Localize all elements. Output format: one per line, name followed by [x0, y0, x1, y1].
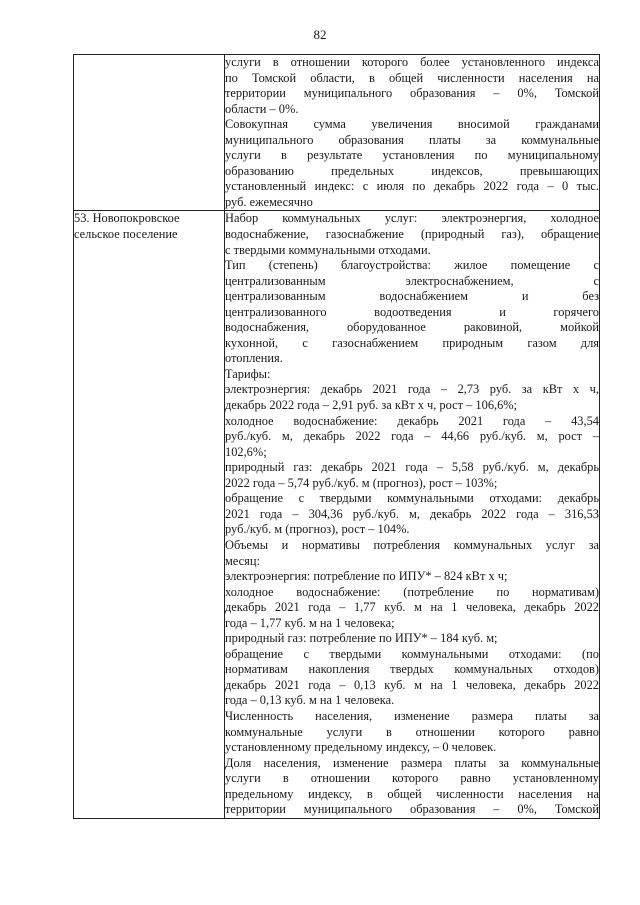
text-line: по Томской области, в общей численности населения на [225, 70, 599, 85]
text-line: холодное водоснабжение: декабрь 2021 года – 43,54 [225, 413, 599, 428]
text-line: территории муниципального образования – 0%, Томской [225, 86, 599, 101]
text-line: Совокупная сумма увеличения вносимой гражданами [225, 117, 599, 132]
text-line: нормативам накопления твердых коммунальных отходов) [225, 662, 599, 677]
text-line: установленный индекс: с июля по декабрь 2022 года – 0 тыс. [225, 179, 599, 194]
text-line: холодное водоснабжение: (потребление по нормативам) [225, 584, 599, 599]
text-line: Объемы и нормативы потребления коммунальных услуг за [225, 537, 599, 552]
text-line: декабрь 2021 года – 0,13 куб. м на 1 человека, декабрь 2022 [225, 677, 599, 692]
text-line: территории муниципального образования – 0%, Томской [225, 802, 599, 817]
municipality-cell [74, 55, 225, 211]
text-line: отопления. [225, 351, 283, 366]
text-line: услуги в отношении которого равно установленному [225, 771, 599, 786]
text-line: централизованным водоснабжением и без [225, 289, 599, 304]
text-line: коммунальные услуги в отношении которого равно [225, 724, 599, 739]
text-line: кухонной, с газоснабжением природным газом для [225, 335, 599, 350]
text-line: с твердыми коммунальными отходами. [225, 242, 431, 257]
text-line: года – 0,13 куб. м на 1 человека. [225, 693, 395, 708]
text-line: Тип (степень) благоустройства: жилое помещение с [225, 258, 599, 273]
text-line: услуги в результате установления по муниципальному [225, 148, 599, 163]
text-line: природный газ: декабрь 2021 года – 5,58 руб./куб. м, декабрь [225, 460, 599, 475]
text-line: водоснабжения, оборудованное раковиной, мойкой [225, 320, 599, 335]
tariff-table [73, 54, 600, 819]
text-line: централизованного водоотведения и горячего [225, 304, 599, 319]
text-line: 2021 года – 304,36 руб./куб. м, декабрь 2022 года – 316,53 [225, 506, 599, 521]
municipality-cell [74, 211, 225, 818]
text-line: Численность населения, изменение размера платы за [225, 708, 599, 723]
text-line: обращение с твердыми коммунальными отходами: (по [225, 646, 599, 661]
text-line: природный газ: потребление по ИПУ* – 184 куб. м; [225, 631, 498, 646]
municipality-name-line: сельское поселение [74, 227, 178, 242]
text-line: руб. ежемесячно [225, 194, 313, 209]
table-row [74, 211, 600, 818]
text-line: 102,6%; [225, 444, 267, 459]
description-cell [225, 211, 600, 818]
text-line: образованию предельных индексов, превышающих [225, 163, 599, 178]
text-line: руб./куб. м (прогноз), рост – 104%. [225, 522, 410, 537]
text-line: Доля населения, изменение размера платы за коммунальные [225, 755, 599, 770]
text-line: области – 0%. [225, 101, 299, 116]
text-line: обращение с твердыми коммунальными отходами: декабрь [225, 491, 599, 506]
text-line: электроэнергия: декабрь 2021 года – 2,73 руб. за кВт х ч, [225, 382, 599, 397]
text-line: Тарифы: [225, 366, 271, 381]
page-number: 82 [313, 27, 327, 42]
description-cell [225, 55, 600, 211]
text-line: централизованным электроснабжением, с [225, 273, 599, 288]
table-row [74, 55, 600, 211]
text-line: месяц: [225, 553, 260, 568]
text-line: электроэнергия: потребление по ИПУ* – 824 кВт х ч; [225, 569, 508, 584]
text-line: 2022 года – 5,74 руб./куб. м (прогноз), рост – 103%; [225, 475, 498, 490]
text-line: декабрь 2021 года – 1,77 куб. м на 1 человека, декабрь 2022 [225, 600, 599, 615]
municipality-name-line: 53. Новопокровское [74, 211, 180, 226]
text-line: Набор коммунальных услуг: электроэнергия, холодное [225, 211, 599, 226]
text-line: года – 1,77 куб. м на 1 человека; [225, 615, 395, 630]
text-line: руб./куб. м, декабрь 2022 года – 44,66 руб./куб. м, рост – [225, 429, 599, 444]
text-line: предельному индексу, в общей численности населения на [225, 786, 599, 801]
text-line: услуги в отношении которого более установленного индекса [225, 55, 599, 69]
text-line: установленному предельному индексу, – 0 человек. [225, 740, 497, 755]
text-line: декабрь 2022 года – 2,91 руб. за кВт х ч, рост – 106,6%; [225, 398, 518, 413]
text-line: муниципального образования платы за коммунальные [225, 132, 599, 147]
text-line: водоснабжение, газоснабжение (природный газ), обращение [225, 227, 599, 242]
